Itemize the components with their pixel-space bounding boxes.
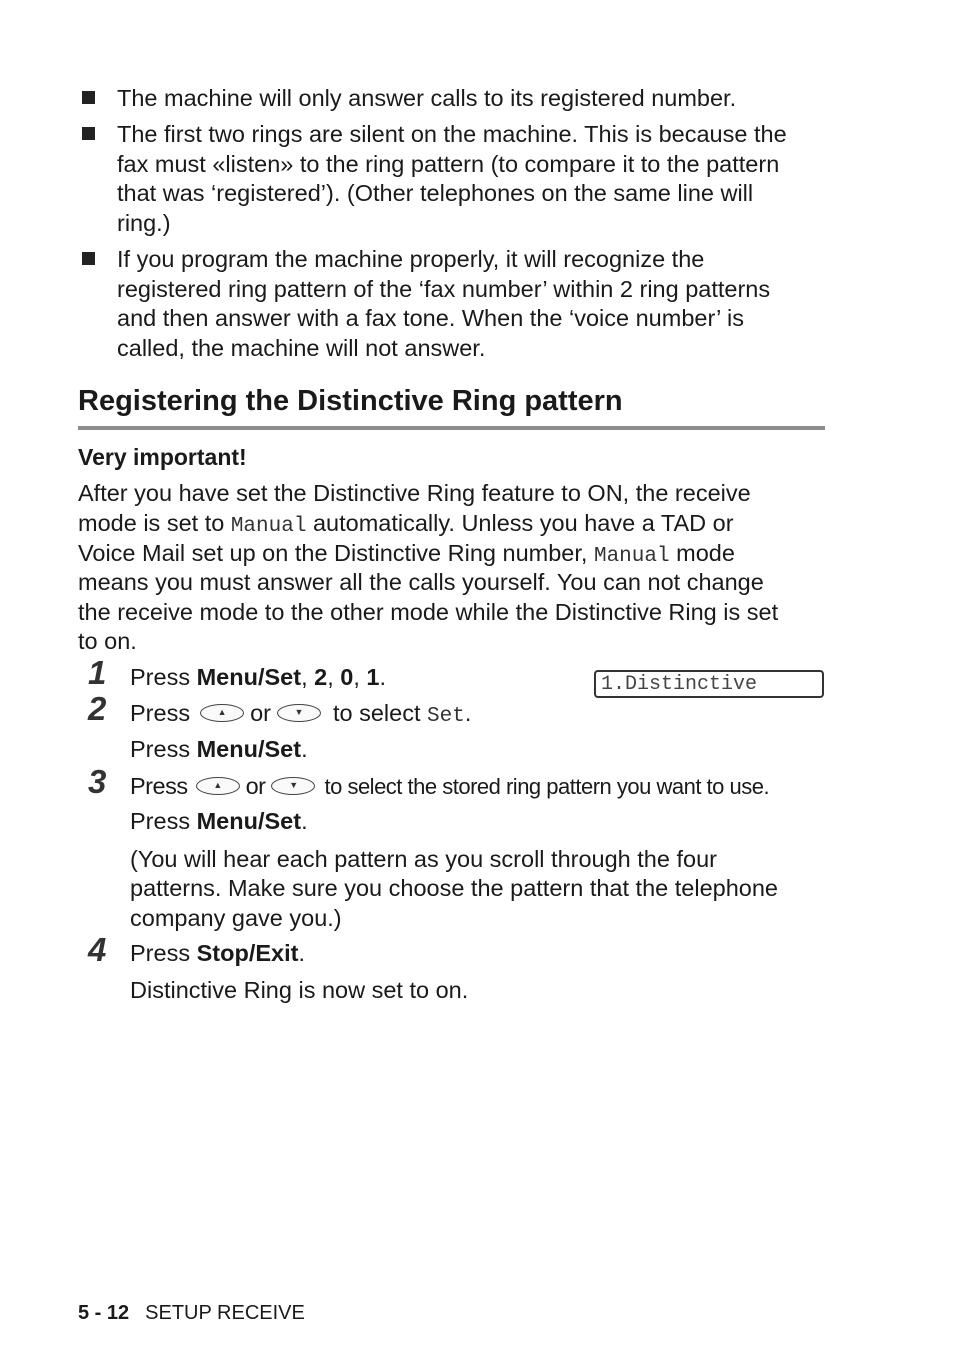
up-arrow-button-icon — [196, 777, 240, 795]
step-text: Press — [130, 700, 191, 726]
step-text: or — [250, 700, 271, 726]
step-text: Press — [130, 808, 197, 834]
intro-text: mode — [669, 540, 735, 566]
mode-value-manual: Manual — [230, 515, 307, 538]
bullet-3-line-3: and then answer with a fax tone. When the ‘voice number’ is — [117, 305, 745, 331]
intro-text: automatically. Unless you have a TAD or — [306, 510, 734, 536]
intro-line-4: means you must answer all the calls yourself. You can not change — [78, 569, 764, 595]
lcd-text: 1.Distinctive — [601, 673, 758, 696]
step-text: or — [245, 773, 266, 799]
up-arrow-button-icon — [200, 704, 244, 722]
step-text: , — [301, 664, 315, 690]
bullet-square-icon — [82, 127, 95, 140]
down-arrow-button-icon — [271, 777, 315, 795]
key-1: 1 — [366, 664, 380, 690]
step-2-line-2 — [130, 734, 308, 764]
menu-value-set: Set — [427, 705, 465, 728]
intro-text: Voice Mail set up on the Distinctive Ring number, — [78, 540, 594, 566]
step-text: to select the stored ring pattern you want to use. — [324, 774, 770, 799]
menu-set-key: Menu/Set — [196, 808, 302, 834]
menu-set-key: Menu/Set — [196, 664, 302, 690]
intro-line-5: the receive mode to the other mode while the Distinctive Ring is set — [78, 599, 779, 625]
lcd-display — [594, 670, 824, 698]
bullet-2-line-2: fax must «listen» to the ring pattern (to compare it to the pattern — [117, 151, 780, 177]
bullet-square-icon — [82, 91, 95, 104]
step-text: Press — [130, 940, 197, 966]
step-text: , — [327, 664, 341, 690]
key-2: 2 — [314, 664, 328, 690]
step-text: . — [298, 940, 305, 966]
important-subheading: Very important! — [78, 444, 247, 470]
intro-line-2 — [78, 508, 734, 542]
step-number-4: 4 — [88, 931, 107, 968]
intro-line-6: to on. — [78, 628, 137, 654]
up-arrow-glyph: ▲ — [213, 780, 222, 791]
bullet-square-icon — [82, 252, 95, 265]
chapter-title: SETUP RECEIVE — [145, 1302, 305, 1324]
step-4-text — [130, 938, 305, 968]
step-4-line-2: Distinctive Ring is now set to on. — [130, 977, 469, 1003]
bullet-2-line-3: that was ‘registered’). (Other telephones on the same line will — [117, 180, 754, 206]
key-0: 0 — [340, 664, 354, 690]
bullet-2-line-1: The first two rings are silent on the machine. This is because the — [117, 121, 787, 147]
step-number-1: 1 — [88, 654, 107, 691]
step-3-note-line-2: patterns. Make sure you choose the pattern that the telephone — [130, 875, 778, 901]
mode-value-manual: Manual — [593, 545, 670, 568]
step-text: . — [464, 700, 472, 726]
bullet-3-line-1: If you program the machine properly, it will recognize the — [117, 246, 705, 272]
down-arrow-glyph: ▼ — [289, 780, 298, 791]
step-3-line-2 — [130, 806, 308, 836]
page-footer — [78, 1299, 305, 1327]
step-text: . — [379, 664, 387, 690]
page-number: 5 - 12 — [78, 1302, 130, 1324]
bullet-3-line-2: registered ring pattern of the ‘fax number’ within 2 ring patterns — [117, 276, 771, 302]
step-text: Press — [130, 736, 197, 762]
step-3-note-line-3: company gave you.) — [130, 905, 342, 931]
step-text: . — [301, 808, 308, 834]
step-text: Press — [130, 773, 188, 799]
bullet-3-line-4: called, the machine will not answer. — [117, 335, 486, 361]
step-1-text — [130, 662, 386, 692]
step-text: Press — [130, 664, 197, 690]
step-number-2: 2 — [88, 690, 107, 727]
bullet-2-line-4: ring.) — [117, 210, 171, 236]
section-heading: Registering the Distinctive Ring pattern — [78, 385, 623, 417]
heading-rule — [78, 426, 825, 430]
step-2-text — [130, 698, 471, 732]
intro-line-1: After you have set the Distinctive Ring feature to ON, the receive — [78, 480, 751, 506]
step-3-text — [130, 771, 769, 802]
down-arrow-glyph: ▼ — [294, 707, 304, 718]
stop-exit-key: Stop/Exit — [196, 940, 299, 966]
step-text: , — [353, 664, 367, 690]
step-number-3: 3 — [88, 763, 107, 800]
down-arrow-button-icon — [277, 704, 321, 722]
step-3-note-line-1: (You will hear each pattern as you scroll through the four — [130, 846, 717, 872]
step-text: . — [301, 736, 308, 762]
up-arrow-glyph: ▲ — [217, 707, 227, 718]
intro-text: mode is set to — [78, 510, 231, 536]
menu-set-key: Menu/Set — [196, 736, 302, 762]
bullet-1-line-1: The machine will only answer calls to its registered number. — [117, 85, 737, 111]
step-text: to select — [332, 700, 428, 726]
